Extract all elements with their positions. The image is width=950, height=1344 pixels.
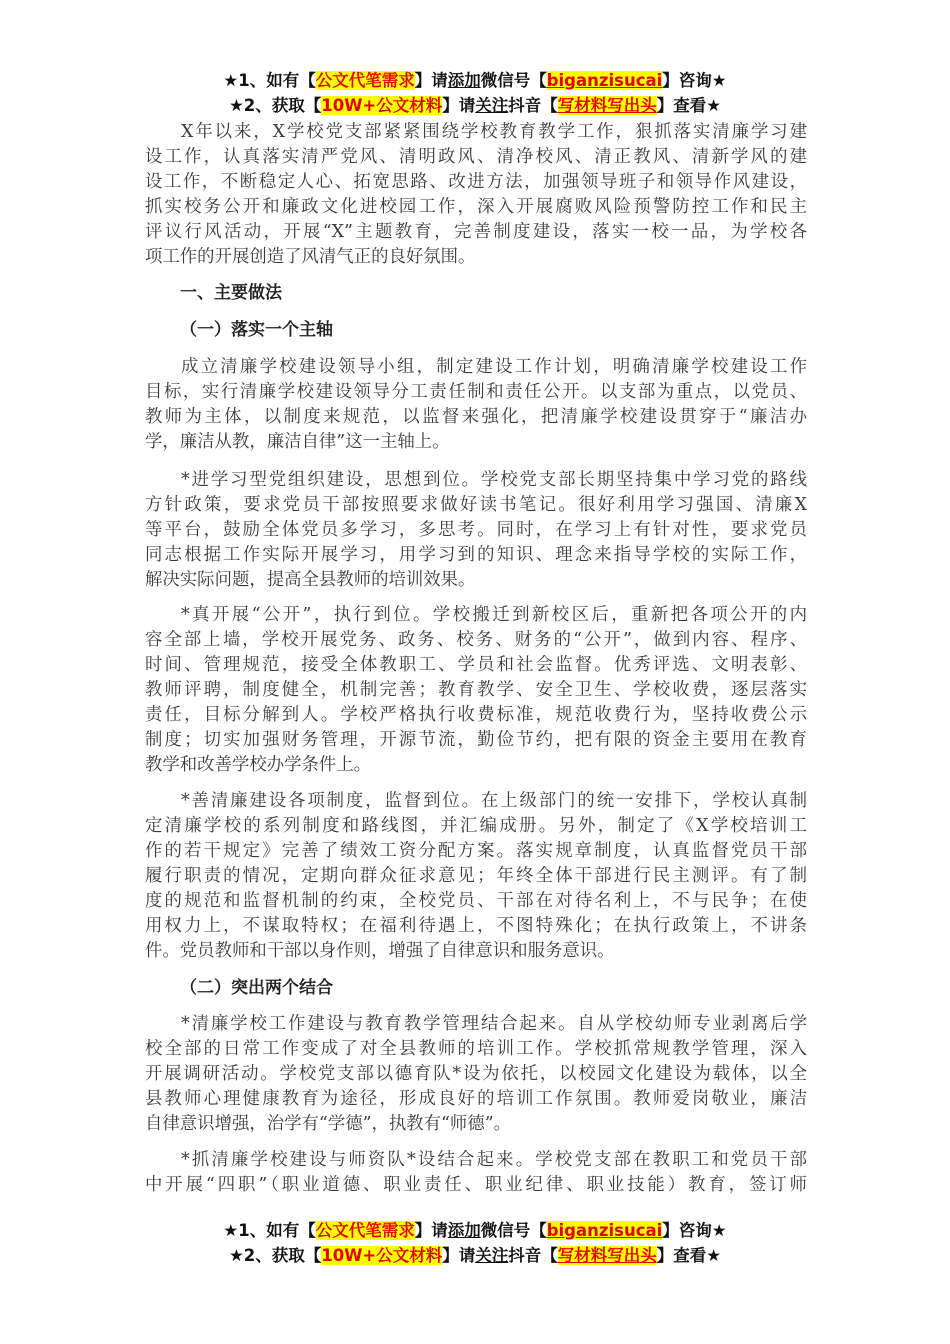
text-line: 度的规范和监督机制的约束，全校党员、干部在对待名利上，不与民争；在使 [145, 891, 807, 911]
underlined-text: 添加 [447, 1221, 481, 1240]
text-line: *抓清廉学校建设与师资队*设结合起来。学校党支部在教职工和党员干部 [181, 1150, 807, 1170]
text-line: 履行职责的情况，定期向群众征求意见；年终全体干部进行民主测评。有了制 [145, 866, 807, 886]
text: 抖音【 [508, 96, 558, 115]
highlight: 公文代笔需求 [315, 71, 415, 90]
douyin-id: 写材料写出头 [557, 96, 657, 115]
text: 微信号【 [480, 1221, 547, 1240]
text: 微信号【 [480, 71, 547, 90]
paragraph-6 [145, 1012, 807, 1137]
paragraph-2 [145, 355, 807, 455]
text: 】咨询★ [662, 71, 727, 90]
paragraph-7 [145, 1148, 807, 1198]
text-line: 同志根据工作实际开展学习，用学习到的知识、理念来指导学校的实际工作， [145, 545, 807, 565]
wechat-id: biganzisucai [546, 71, 663, 90]
text-line: 件。党员教师和干部以身作则，增强了自律意识和服务意识。 [145, 941, 615, 961]
text: ★2、获取【 [228, 96, 322, 115]
text-line: *清廉学校工作建设与教育教学管理结合起来。自从学校幼师专业剥离后学 [181, 1014, 807, 1034]
heading-main-practices: 一、主要做法 [180, 283, 282, 303]
text-line: 解决实际问题，提高全县教师的培训效果。 [145, 570, 476, 590]
heading-subsection-1: （一）落实一个主轴 [180, 320, 333, 340]
text-line: 抓实校务公开和廉政文化进校园工作，深入开展腐败风险预警防控工作和民主 [145, 197, 807, 217]
text: 】咨询★ [662, 1221, 727, 1240]
text: ★2、获取【 [228, 1246, 322, 1265]
text: ★1、如有【 [223, 1221, 316, 1240]
text-line: 用权力上，不谋取特权；在福利待遇上，不图特殊化；在执行政策上，不讲条 [145, 916, 807, 936]
underlined-text: 关注 [475, 1246, 509, 1265]
text-line: 成立清廉学校建设领导小组，制定建设工作计划，明确清廉学校建设工作 [181, 357, 807, 377]
text: 】请 [442, 96, 476, 115]
text-line: 目标，实行清廉学校建设领导分工责任制和责任公开。以支部为重点，以党员、 [145, 382, 807, 402]
text: ★1、如有【 [223, 71, 316, 90]
text-line: 开展调研活动。学校党支部以德育队*设为依托，以校园文化建设为载体，以全 [145, 1064, 807, 1084]
text: 】查看★ [656, 96, 722, 115]
text-line: 项工作的开展创造了风清气正的良好氛围。 [145, 247, 476, 267]
promo-line-2 [0, 93, 950, 118]
text-line: 制度；切实加强财务管理，开源节流，勤俭节约，把有限的资金主要用在教育 [145, 730, 807, 750]
wechat-id: biganzisucai [546, 1221, 663, 1240]
paragraph-intro [145, 120, 807, 270]
underlined-text: 关注 [475, 96, 509, 115]
paragraph-3 [145, 468, 807, 593]
text-line: 设工作，不断稳定人心、拓宽思路、改进方法，加强领导班子和领导作风建设， [145, 172, 807, 192]
promo-line-2 [0, 1243, 950, 1268]
text-line: 责任，目标分解到人。学校严格执行收费标准，规范收费行为，坚持收费公示 [145, 705, 807, 725]
text-line: 时间、管理规范，接受全体教职工、学员和社会监督。优秀评选、文明表彰、 [145, 655, 807, 675]
text-line: 方针政策，要求党员干部按照要求做好读书笔记。很好利用学习强国、清廉X [145, 495, 807, 515]
text-line: 中开展“四职”（职业道德、职业责任、职业纪律、职业技能）教育，签订师 [145, 1175, 807, 1195]
underlined-text: 添加 [447, 71, 481, 90]
promo-line-1 [0, 1218, 950, 1243]
text: 】请 [442, 1246, 476, 1265]
text: 】请 [414, 71, 448, 90]
text-line: 设工作，认真落实清严党风、清明政风、清净校风、清正教风、清新学风的建 [145, 147, 807, 167]
text-line: 等平台，鼓励全体党员多学习，多思考。同时，在学习上有针对性，要求党员 [145, 520, 807, 540]
text: 】请 [414, 1221, 448, 1240]
text-line: *进学习型党组织建设，思想到位。学校党支部长期坚持集中学习党的路线 [181, 470, 807, 490]
text-line: 教师评聘，制度健全，机制完善；教育教学、安全卫生、学校收费，逐层落实 [145, 680, 807, 700]
text-line: *真开展“公开”，执行到位。学校搬迁到新校区后，重新把各项公开的内 [181, 605, 807, 625]
text: 】查看★ [656, 1246, 722, 1265]
text-line: 评议行风活动，开展“X”主题教育，完善制度建设，落实一校一品，为学校各 [145, 222, 807, 242]
promo-banner-top [0, 68, 950, 118]
text-line: 定清廉学校的系列制度和路线图，并汇编成册。另外，制定了《X学校培训工 [145, 816, 807, 836]
highlight: 公文代笔需求 [315, 1221, 415, 1240]
highlight: 10W+公文材料 [321, 1246, 443, 1265]
text-line: *善清廉建设各项制度，监督到位。在上级部门的统一安排下，学校认真制 [181, 791, 807, 811]
text-line: 学，廉洁从教，廉洁自律”这一主轴上。 [145, 432, 450, 452]
text-line: X年以来，X学校党支部紧紧围绕学校教育教学工作，狠抓落实清廉学习建 [181, 122, 807, 142]
paragraph-5 [145, 789, 807, 964]
text-line: 自律意识增强，治学有“学德”，执教有“师德”。 [145, 1114, 511, 1134]
text-line: 县教师心理健康教育为途径，形成良好的培训工作氛围。教师爱岗敬业，廉洁 [145, 1089, 807, 1109]
text-line: 校全部的日常工作变成了对全县教师的培训工作。学校抓常规教学管理，深入 [145, 1039, 807, 1059]
text-line: 教师为主体，以制度来规范，以监督来强化，把清廉学校建设贯穿于“廉洁办 [145, 407, 807, 427]
text-line: 作的若干规定》完善了绩效工资分配方案。落实规章制度，认真监督党员干部 [145, 841, 807, 861]
text-line: 教学和改善学校办学条件上。 [145, 755, 372, 775]
paragraph-4 [145, 603, 807, 778]
douyin-id: 写材料写出头 [557, 1246, 657, 1265]
text: 抖音【 [508, 1246, 558, 1265]
promo-line-1 [0, 68, 950, 93]
text-line: 容全部上墙，学校开展党务、政务、校务、财务的“公开”，做到内容、程序、 [145, 630, 807, 650]
highlight: 10W+公文材料 [321, 96, 443, 115]
promo-banner-bottom [0, 1218, 950, 1268]
heading-subsection-2: （二）突出两个结合 [180, 978, 333, 998]
